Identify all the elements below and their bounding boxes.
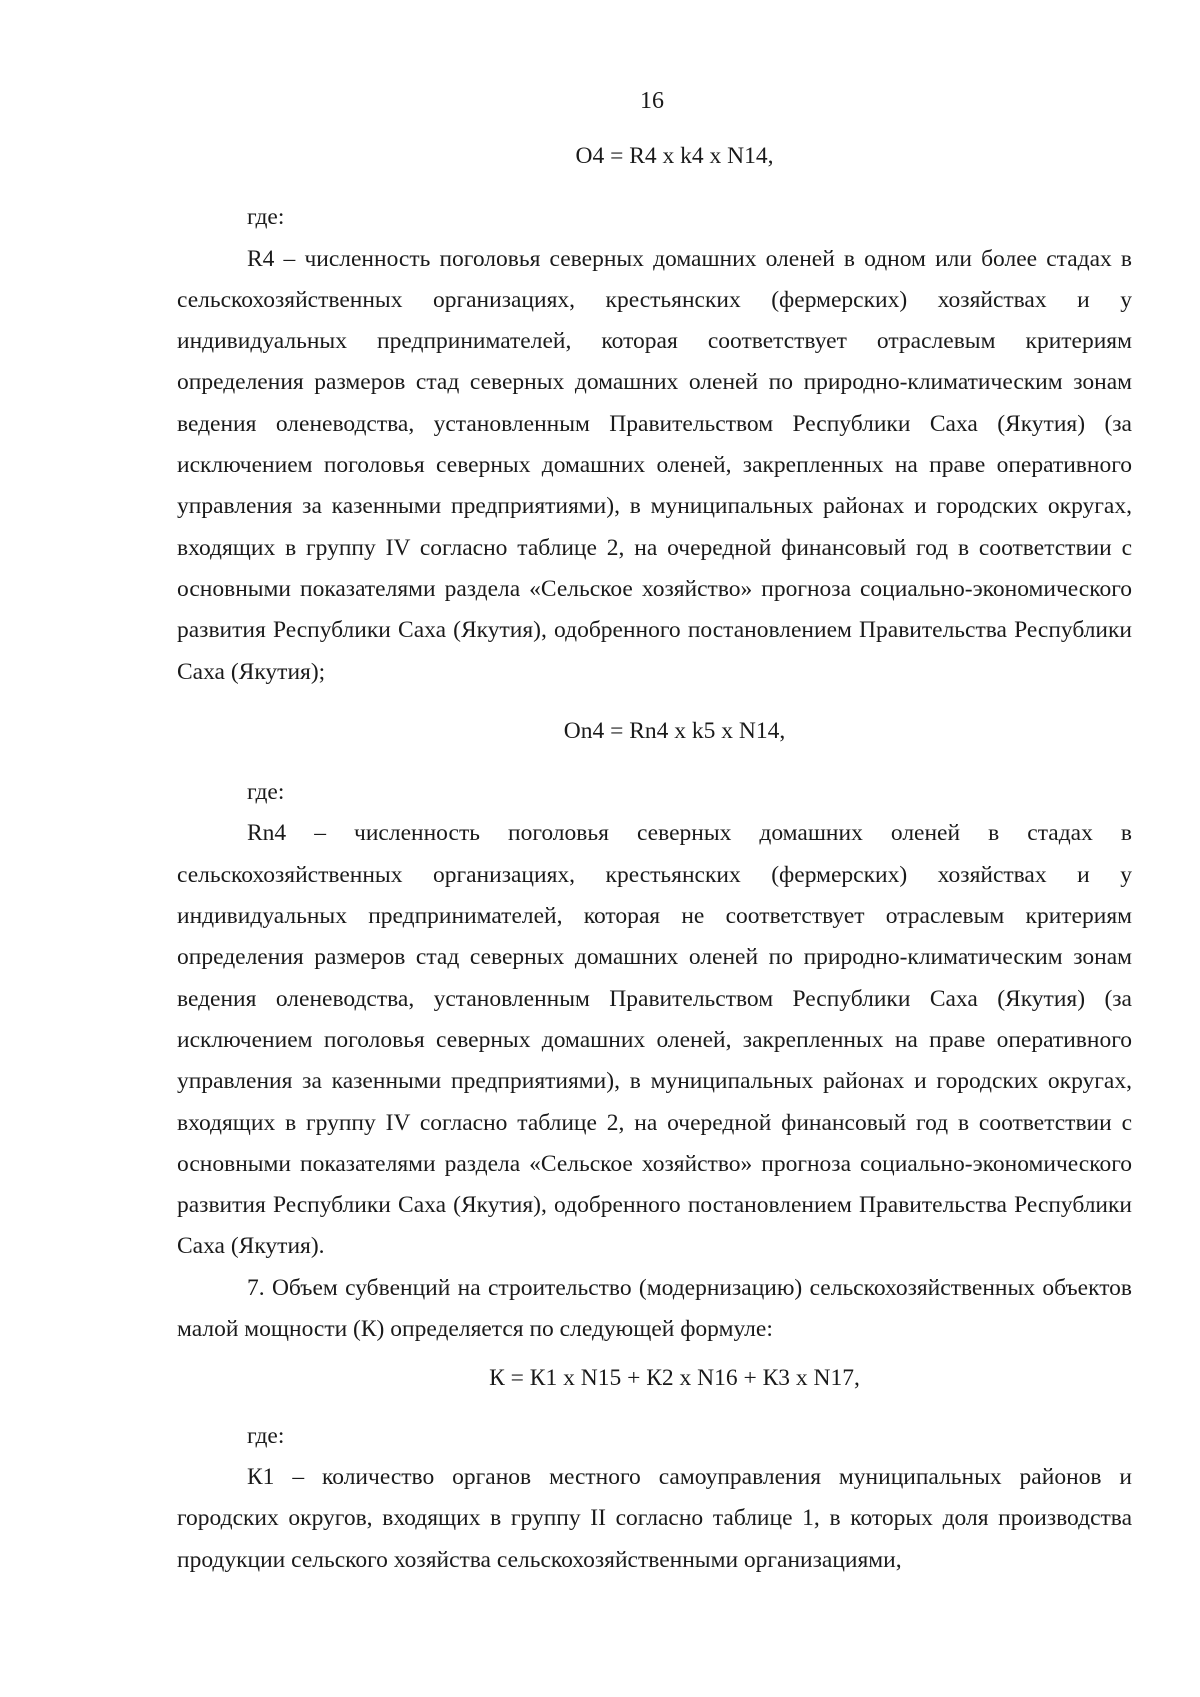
paragraph-7-subventions: 7. Объем субвенций на строительство (модернизацию) сельскохозяйственных объектов малой мощности (К) определяется по следующей формуле:	[177, 1274, 1132, 1343]
page-number: 16	[640, 88, 664, 114]
where-label: где:	[247, 204, 285, 231]
formula-on4: Оn4 = Rn4 x k5 x N14,	[563, 717, 786, 744]
paragraph-r4-definition: R4 – численность поголовья северных домашних оленей в одном или более стадах в сельскохозяйственных организациях, крестьянских (фермерских) хозяйствах и у индивидуальных предпринимателей, которая соответствует отраслевым критериям определения размеров стад северных домашних оленей по природно-климатическим зонам ведения оленеводства, установленным Правительством Республики Саха (Якутия) (за исключением поголовья северных домашних оленей, закрепленных на праве оперативного управления за казенными предприятиями), в муниципальных районах и городских округах, входящих в группу IV согласно таблице 2, на очередной финансовый год в соответствии с основными показателями раздела «Сельское хозяйство» прогноза социально-экономического развития Республики Саха (Якутия), одобренного постановлением Правительства Республики Саха (Якутия);	[177, 245, 1132, 685]
where-label: где:	[247, 1422, 285, 1449]
document-body	[177, 136, 1132, 1581]
where-label: где:	[247, 779, 285, 806]
paragraph-rn4-definition: Rn4 – численность поголовья северных домашних оленей в стадах в сельскохозяйственных организациях, крестьянских (фермерских) хозяйствах и у индивидуальных предпринимателей, которая не соответствует отраслевым критериям определения размеров стад северных домашних оленей по природно-климатическим зонам ведения оленеводства, установленным Правительством Республики Саха (Якутия) (за исключением поголовья северных домашних оленей, закрепленных на праве оперативного управления за казенными предприятиями), в муниципальных районах и городских округах, входящих в группу IV согласно таблице 2, на очередной финансовый год в соответствии с основными показателями раздела «Сельское хозяйство» прогноза социально-экономического развития Республики Саха (Якутия), одобренного постановлением Правительства Республики Саха (Якутия).	[177, 820, 1132, 1260]
paragraph-k1-definition: К1 – количество органов местного самоуправления муниципальных районов и городских округов, входящих в группу II согласно таблице 1, в которых доля производства продукции сельского хозяйства сельскохозяйственными организациями,	[177, 1463, 1132, 1573]
formula-o4: О4 = R4 x k4 x N14,	[575, 143, 774, 169]
formula-k: К = К1 x N15 + К2 x N16 + К3 x N17,	[489, 1365, 860, 1392]
